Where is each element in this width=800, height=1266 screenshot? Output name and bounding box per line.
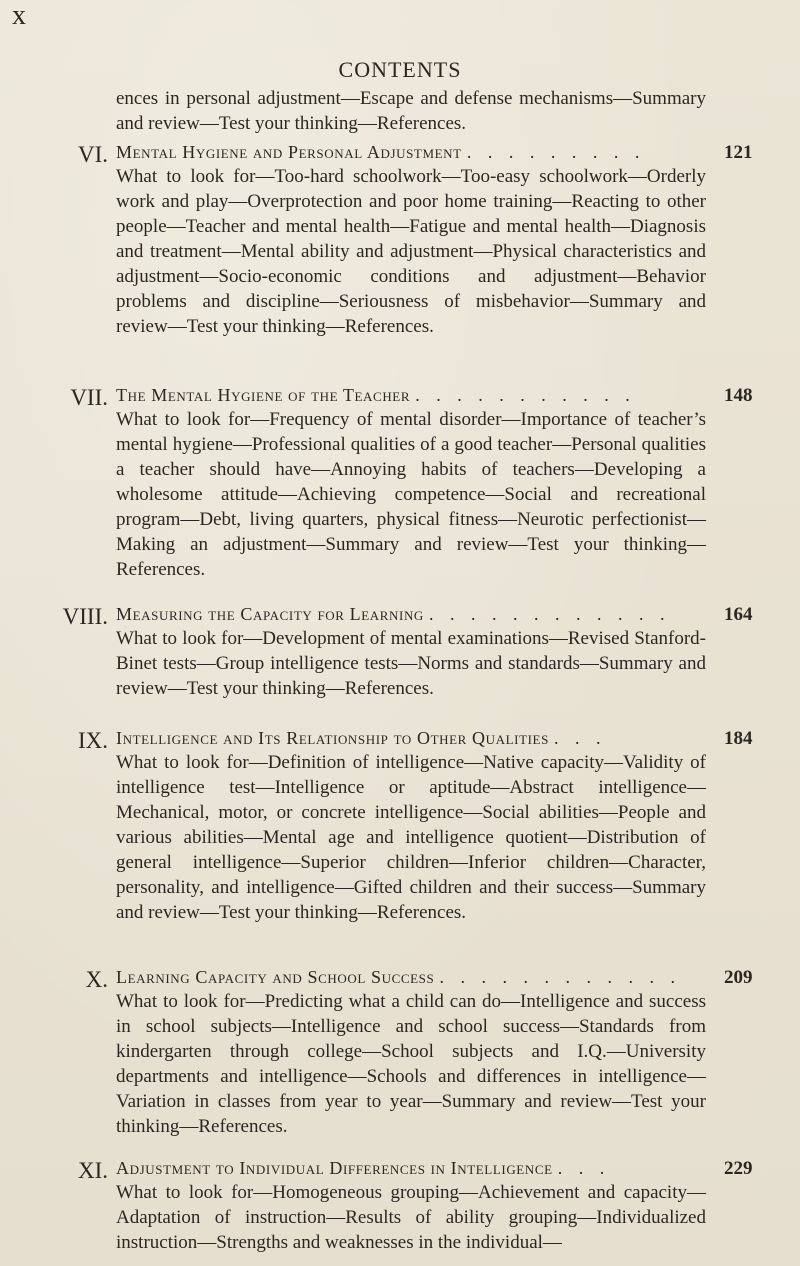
toc-entry-chapter-11 — [0, 1158, 800, 1263]
chapter-page-number: 209 — [724, 967, 753, 988]
toc-entry-chapter-8 — [0, 604, 800, 714]
chapter-number: X. — [85, 967, 108, 992]
chapter-title: Learning Capacity and School Success . . . . . . . . . . . . — [116, 967, 681, 987]
page-folio: x — [12, 0, 25, 31]
chapter-number: XI. — [77, 1158, 108, 1183]
chapter-page-number: 164 — [724, 604, 753, 625]
toc-entry-chapter-6 — [0, 142, 800, 362]
chapter-title: The Mental Hygiene of the Teacher . . . . . . . . . . . — [116, 385, 636, 405]
chapter-number: VIII. — [62, 604, 108, 629]
chapter-title: Intelligence and Its Relationship to Other Qualities . . . — [116, 728, 607, 748]
chapter-number: IX. — [77, 728, 108, 753]
chapter-title: Measuring the Capacity for Learning . . . . . . . . . . . . — [116, 604, 671, 624]
chapter-number: VI. — [77, 142, 108, 167]
carryover-text: ences in personal adjustment—Escape and defense mechanisms—Summary and review—Test your thinking—References. — [116, 88, 706, 134]
toc-entry-chapter-7 — [0, 385, 800, 585]
toc-entry-chapter-9 — [0, 728, 800, 953]
chapter-page-number: 229 — [724, 1158, 753, 1179]
toc-entry-chapter-10 — [0, 967, 800, 1142]
chapter-summary: What to look for—Homogeneous grouping—Achievement and capacity—Adaptation of instruction—Results of ability grouping—Individualized instruction—Strengths and weaknesses in the individual— — [116, 1182, 706, 1253]
chapter-number: VII. — [70, 385, 108, 410]
running-head: CONTENTS — [338, 57, 462, 82]
chapter-title: Mental Hygiene and Personal Adjustment . . . . . . . . . — [116, 142, 646, 162]
chapter-summary: What to look for—Predicting what a child can do—Intelligence and success in school subjects—Intelligence and school success—Standards from kindergarten through college—School subjects and I.Q.—University departments and intelligence—Schools and differences in intelligence—Variation in classes from year to year—Summary and review—Test your thinking—References. — [116, 991, 706, 1137]
chapter-page-number: 184 — [724, 728, 753, 749]
chapter-summary: What to look for—Development of mental examinations—Revised Stanford-Binet tests—Group intelligence tests—Norms and standards—Summary and review—Test your thinking—References. — [116, 628, 706, 699]
chapter-page-number: 148 — [724, 385, 753, 406]
chapter-page-number: 121 — [724, 142, 753, 163]
chapter-title: Adjustment to Individual Differences in Intelligence . . . — [116, 1158, 611, 1178]
chapter-summary: What to look for—Frequency of mental disorder—Importance of teacher’s mental hygiene—Professional qualities of a good teacher—Personal qualities a teacher should have—Annoying habits of teachers—Developing a wholesome attitude—Achieving competence—Social and recreational program—Debt, living quarters, physical fitness—Neurotic perfectionist—Making an adjustment—Summary and review—Test your thinking—References. — [116, 409, 706, 580]
chapter-summary: What to look for—Too-hard schoolwork—Too-easy schoolwork—Orderly work and play—Overprotection and poor home training—Reacting to other people—Teacher and mental health—Fatigue and mental health—Diagnosis and treatment—Mental ability and adjustment—Physical characteristics and adjustment—Socio-economic conditions and adjustment—Behavior problems and discipline—Seriousness of misbehavior—Summary and review—Test your thinking—References. — [116, 166, 706, 337]
chapter-summary: What to look for—Definition of intelligence—Native capacity—Validity of intelligence test—Intelligence or aptitude—Abstract intelligence—Mechanical, motor, or concrete intelligence—Social abilities—People and various abilities—Mental age and intelligence quotient—Distribution of general intelligence—Superior children—Inferior children—Character, personality, and intelligence—Gifted children and their success—Summary and review—Test your thinking—References. — [116, 752, 706, 923]
